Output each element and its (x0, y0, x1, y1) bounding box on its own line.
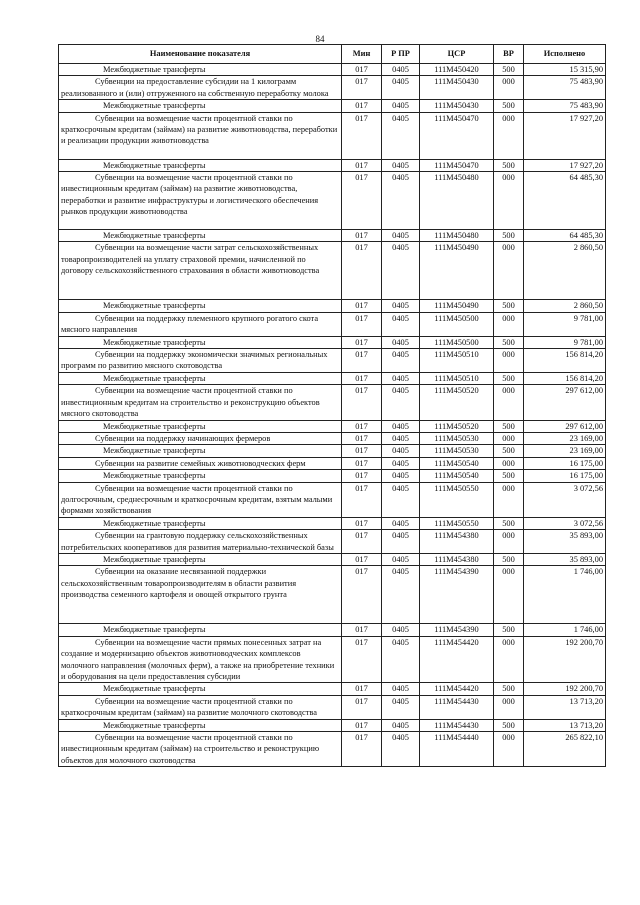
cell-vr: 500 (494, 445, 524, 457)
cell-name: Межбюджетные трансферты (59, 445, 342, 457)
cell-amount: 2 860,50 (524, 300, 606, 312)
cell-csr: 111М450520 (420, 385, 494, 420)
cell-min: 017 (342, 300, 382, 312)
cell-vr: 500 (494, 517, 524, 529)
cell-min: 017 (342, 336, 382, 348)
cell-rpr: 0405 (382, 517, 420, 529)
column-header-csr: ЦСР (420, 45, 494, 64)
cell-amount: 1 746,00 (524, 624, 606, 636)
cell-vr: 500 (494, 64, 524, 76)
table-row (59, 470, 606, 482)
table-row (59, 385, 606, 420)
cell-min: 017 (342, 64, 382, 76)
budget-execution-table (58, 44, 606, 767)
cell-vr: 000 (494, 349, 524, 373)
column-header-amount: Исполнено (524, 45, 606, 64)
cell-csr: 111М450520 (420, 420, 494, 432)
table-row (59, 312, 606, 336)
cell-name: Субвенции на поддержку племенного крупного рогатого скота мясного направления (59, 312, 342, 336)
table-row (59, 159, 606, 171)
cell-vr: 500 (494, 336, 524, 348)
table-row (59, 112, 606, 159)
cell-rpr: 0405 (382, 372, 420, 384)
cell-min: 017 (342, 432, 382, 444)
cell-min: 017 (342, 624, 382, 636)
cell-csr: 111М454440 (420, 732, 494, 767)
cell-vr: 500 (494, 470, 524, 482)
cell-csr: 111М450490 (420, 300, 494, 312)
cell-rpr: 0405 (382, 76, 420, 100)
cell-amount: 297 612,00 (524, 420, 606, 432)
cell-name: Межбюджетные трансферты (59, 420, 342, 432)
cell-rpr: 0405 (382, 112, 420, 159)
cell-name: Субвенции на поддержку экономически значимых региональных программ по развитию мясного скотоводства (59, 349, 342, 373)
cell-amount: 192 200,70 (524, 636, 606, 683)
cell-vr: 000 (494, 530, 524, 554)
cell-vr: 500 (494, 159, 524, 171)
cell-min: 017 (342, 112, 382, 159)
cell-name: Субвенции на развитие семейных животноводческих ферм (59, 457, 342, 469)
cell-name: Межбюджетные трансферты (59, 683, 342, 695)
cell-rpr: 0405 (382, 336, 420, 348)
cell-min: 017 (342, 100, 382, 112)
cell-min: 017 (342, 482, 382, 517)
table-row (59, 242, 606, 300)
cell-vr: 000 (494, 385, 524, 420)
cell-name: Субвенции на возмещение части прямых понесенных затрат на создание и модернизацию объектов животноводческих комплексов молочного направления (молочных ферм), а также на приобретение техники и оборудования на цели предоставления субсидии (59, 636, 342, 683)
cell-amount: 16 175,00 (524, 457, 606, 469)
cell-vr: 000 (494, 242, 524, 300)
cell-name: Межбюджетные трансферты (59, 719, 342, 731)
table-row (59, 695, 606, 719)
cell-csr: 111М450490 (420, 242, 494, 300)
table-row (59, 624, 606, 636)
cell-name: Субвенции на возмещение части процентной ставки по краткосрочным кредитам (займам) на развитие молочного скотоводства (59, 695, 342, 719)
cell-vr: 500 (494, 372, 524, 384)
cell-rpr: 0405 (382, 482, 420, 517)
cell-name: Межбюджетные трансферты (59, 159, 342, 171)
cell-min: 017 (342, 312, 382, 336)
table-row (59, 683, 606, 695)
cell-amount: 35 893,00 (524, 553, 606, 565)
cell-rpr: 0405 (382, 624, 420, 636)
cell-min: 017 (342, 230, 382, 242)
cell-rpr: 0405 (382, 553, 420, 565)
cell-name: Межбюджетные трансферты (59, 100, 342, 112)
cell-rpr: 0405 (382, 530, 420, 554)
cell-rpr: 0405 (382, 300, 420, 312)
cell-csr: 111М454430 (420, 719, 494, 731)
table-row (59, 172, 606, 230)
cell-rpr: 0405 (382, 566, 420, 624)
table-row (59, 349, 606, 373)
table-row (59, 76, 606, 100)
cell-vr: 500 (494, 719, 524, 731)
table-row (59, 566, 606, 624)
cell-csr: 111М454430 (420, 695, 494, 719)
cell-amount: 15 315,90 (524, 64, 606, 76)
cell-name: Субвенции на возмещение части процентной ставки по инвестиционным кредитам (займам) на строительство и реконструкцию объектов для молочного скотоводства (59, 732, 342, 767)
cell-csr: 111М450480 (420, 230, 494, 242)
cell-csr: 111М450480 (420, 172, 494, 230)
cell-vr: 000 (494, 695, 524, 719)
cell-min: 017 (342, 636, 382, 683)
cell-csr: 111М454390 (420, 566, 494, 624)
cell-rpr: 0405 (382, 732, 420, 767)
cell-vr: 500 (494, 420, 524, 432)
cell-csr: 111М454380 (420, 530, 494, 554)
cell-name: Субвенции на возмещение части процентной ставки по инвестиционным кредитам на строительство и реконструкцию объектов мясного скотоводства (59, 385, 342, 420)
cell-csr: 111М450510 (420, 372, 494, 384)
cell-csr: 111М454390 (420, 624, 494, 636)
cell-min: 017 (342, 457, 382, 469)
cell-min: 017 (342, 530, 382, 554)
cell-min: 017 (342, 553, 382, 565)
cell-amount: 9 781,00 (524, 336, 606, 348)
cell-amount: 192 200,70 (524, 683, 606, 695)
cell-name: Субвенции на возмещение части процентной ставки по инвестиционным кредитам (займам) на развитие животноводства, переработки и развитие инфраструктуры и логистического обеспечения рынков продукции животноводства (59, 172, 342, 230)
cell-rpr: 0405 (382, 349, 420, 373)
cell-rpr: 0405 (382, 64, 420, 76)
cell-min: 017 (342, 719, 382, 731)
cell-amount: 156 814,20 (524, 372, 606, 384)
cell-vr: 000 (494, 432, 524, 444)
cell-amount: 9 781,00 (524, 312, 606, 336)
cell-amount: 23 169,00 (524, 432, 606, 444)
table-row (59, 432, 606, 444)
cell-csr: 111М454420 (420, 683, 494, 695)
cell-amount: 17 927,20 (524, 159, 606, 171)
table-row (59, 732, 606, 767)
column-header-vr: ВР (494, 45, 524, 64)
cell-amount: 2 860,50 (524, 242, 606, 300)
cell-name: Субвенции на поддержку начинающих фермеров (59, 432, 342, 444)
cell-vr: 500 (494, 300, 524, 312)
cell-rpr: 0405 (382, 420, 420, 432)
cell-rpr: 0405 (382, 695, 420, 719)
cell-rpr: 0405 (382, 457, 420, 469)
cell-min: 017 (342, 445, 382, 457)
cell-amount: 75 483,90 (524, 100, 606, 112)
table-row (59, 517, 606, 529)
table-row (59, 300, 606, 312)
cell-name: Межбюджетные трансферты (59, 553, 342, 565)
cell-vr: 000 (494, 172, 524, 230)
table-row (59, 100, 606, 112)
cell-rpr: 0405 (382, 683, 420, 695)
column-header-rpr: Р ПР (382, 45, 420, 64)
cell-rpr: 0405 (382, 470, 420, 482)
table-row (59, 230, 606, 242)
cell-csr: 111М450540 (420, 470, 494, 482)
cell-rpr: 0405 (382, 230, 420, 242)
cell-csr: 111М450500 (420, 312, 494, 336)
cell-vr: 000 (494, 482, 524, 517)
cell-name: Субвенции на возмещение части процентной ставки по долгосрочным, среднесрочным и краткосрочным кредитам, взятым малыми формами хозяйствования (59, 482, 342, 517)
cell-min: 017 (342, 683, 382, 695)
cell-csr: 111М450530 (420, 445, 494, 457)
cell-amount: 13 713,20 (524, 695, 606, 719)
cell-min: 017 (342, 76, 382, 100)
cell-csr: 111М450540 (420, 457, 494, 469)
cell-csr: 111М454420 (420, 636, 494, 683)
cell-min: 017 (342, 172, 382, 230)
cell-min: 017 (342, 732, 382, 767)
table-row (59, 336, 606, 348)
table-row (59, 719, 606, 731)
cell-name: Межбюджетные трансферты (59, 470, 342, 482)
cell-min: 017 (342, 372, 382, 384)
cell-amount: 23 169,00 (524, 445, 606, 457)
cell-csr: 111М454380 (420, 553, 494, 565)
cell-amount: 64 485,30 (524, 230, 606, 242)
cell-vr: 000 (494, 566, 524, 624)
cell-vr: 000 (494, 76, 524, 100)
cell-csr: 111М450510 (420, 349, 494, 373)
cell-name: Межбюджетные трансферты (59, 517, 342, 529)
cell-name: Субвенции на возмещение части процентной ставки по краткосрочным кредитам (займам) на развитие животноводства, переработки и реализации продукции животноводства (59, 112, 342, 159)
cell-rpr: 0405 (382, 100, 420, 112)
table-row (59, 372, 606, 384)
cell-vr: 000 (494, 457, 524, 469)
cell-amount: 1 746,00 (524, 566, 606, 624)
table-row (59, 482, 606, 517)
page-number: 84 (315, 34, 325, 44)
cell-csr: 111М450550 (420, 482, 494, 517)
cell-csr: 111М450530 (420, 432, 494, 444)
cell-rpr: 0405 (382, 172, 420, 230)
cell-rpr: 0405 (382, 159, 420, 171)
cell-amount: 13 713,20 (524, 719, 606, 731)
cell-rpr: 0405 (382, 312, 420, 336)
cell-min: 017 (342, 159, 382, 171)
cell-vr: 500 (494, 683, 524, 695)
cell-min: 017 (342, 349, 382, 373)
cell-rpr: 0405 (382, 636, 420, 683)
cell-name: Межбюджетные трансферты (59, 372, 342, 384)
cell-min: 017 (342, 420, 382, 432)
cell-csr: 111М450430 (420, 100, 494, 112)
cell-vr: 500 (494, 553, 524, 565)
cell-vr: 000 (494, 732, 524, 767)
cell-rpr: 0405 (382, 242, 420, 300)
cell-csr: 111М450430 (420, 76, 494, 100)
cell-name: Субвенции на возмещение части затрат сельскохозяйственных товаропроизводителей на уплату страховой премии, начисленной по договору сельскохозяйственного страхования в области животноводства (59, 242, 342, 300)
cell-csr: 111М450470 (420, 112, 494, 159)
cell-name: Межбюджетные трансферты (59, 230, 342, 242)
column-header-name: Наименование показателя (59, 45, 342, 64)
cell-min: 017 (342, 470, 382, 482)
cell-amount: 75 483,90 (524, 76, 606, 100)
cell-rpr: 0405 (382, 385, 420, 420)
cell-name: Межбюджетные трансферты (59, 300, 342, 312)
cell-name: Межбюджетные трансферты (59, 64, 342, 76)
cell-min: 017 (342, 566, 382, 624)
cell-name: Межбюджетные трансферты (59, 624, 342, 636)
cell-amount: 3 072,56 (524, 517, 606, 529)
table-header-row (59, 45, 606, 64)
cell-vr: 500 (494, 100, 524, 112)
cell-csr: 111М450500 (420, 336, 494, 348)
table-body (59, 64, 606, 767)
table-row (59, 636, 606, 683)
cell-name: Субвенции на оказание несвязанной поддержки сельскохозяйственным товаропроизводителям в области развития производства семенного картофеля и овощей открытого грунта (59, 566, 342, 624)
table-row (59, 553, 606, 565)
cell-rpr: 0405 (382, 445, 420, 457)
cell-amount: 297 612,00 (524, 385, 606, 420)
cell-vr: 000 (494, 312, 524, 336)
column-header-min: Мин (342, 45, 382, 64)
table-row (59, 445, 606, 457)
cell-name: Субвенции на грантовую поддержку сельскохозяйственных потребительских кооперативов для развития материально-технической базы (59, 530, 342, 554)
cell-amount: 16 175,00 (524, 470, 606, 482)
cell-vr: 500 (494, 230, 524, 242)
cell-amount: 156 814,20 (524, 349, 606, 373)
table-row (59, 530, 606, 554)
cell-csr: 111М450420 (420, 64, 494, 76)
table-row (59, 420, 606, 432)
table-row (59, 457, 606, 469)
cell-vr: 500 (494, 624, 524, 636)
cell-amount: 265 822,10 (524, 732, 606, 767)
cell-name: Межбюджетные трансферты (59, 336, 342, 348)
cell-amount: 17 927,20 (524, 112, 606, 159)
cell-vr: 000 (494, 636, 524, 683)
cell-rpr: 0405 (382, 432, 420, 444)
cell-min: 017 (342, 695, 382, 719)
table-row (59, 64, 606, 76)
cell-amount: 3 072,56 (524, 482, 606, 517)
cell-csr: 111М450470 (420, 159, 494, 171)
cell-amount: 35 893,00 (524, 530, 606, 554)
cell-amount: 64 485,30 (524, 172, 606, 230)
cell-csr: 111М450550 (420, 517, 494, 529)
cell-min: 017 (342, 385, 382, 420)
cell-name: Субвенции на предоставление субсидии на 1 килограмм реализованного и (или) отгруженного на собственную переработку молока (59, 76, 342, 100)
cell-min: 017 (342, 517, 382, 529)
cell-min: 017 (342, 242, 382, 300)
cell-rpr: 0405 (382, 719, 420, 731)
cell-vr: 000 (494, 112, 524, 159)
